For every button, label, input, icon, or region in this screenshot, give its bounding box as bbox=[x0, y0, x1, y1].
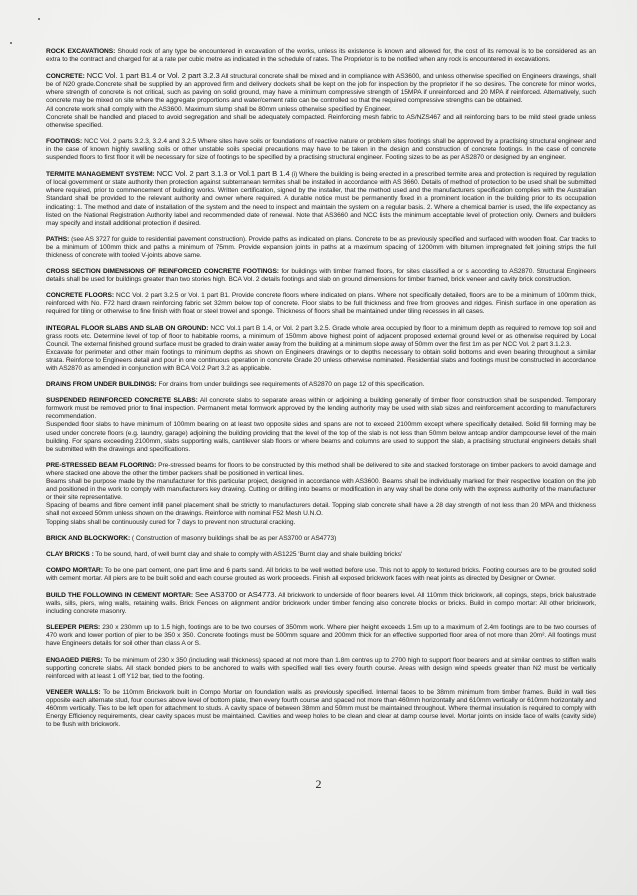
spec-section bbox=[46, 624, 596, 648]
section-paragraph bbox=[46, 689, 596, 729]
section-text: To be sound, hard, of well burnt clay and shale to comply with AS1225 'Burnt clay and shale building bricks' bbox=[95, 550, 403, 558]
section-text: Spacing of beams and fibre cement infill panel placement shall be strictly to manufacturers detail. Topping slab concrete shall have a 28 day strength of not less than 20 MPA and thickness shall not exceed 50mm unless shown on the drawings. Reinforce with nominal F52 Mesh U.N.O. bbox=[46, 502, 596, 518]
section-heading: BRICK AND BLOCKWORK: bbox=[46, 534, 131, 542]
section-text: All structural concrete shall be mixed and in compliance with AS3600, and unless otherwise specified on Engineers drawings, shall be of N20 grade.Concrete shall be supplied by an approved firm and delivery dockets shall be kept on the job for inspection by the proprietor if he so desires. The concrete for minor works, where strength of concrete is not critical, such as paving on solid ground, may have a minimum compressive strength of 15MPA if unreinforced and 20 MPA if reinforced. Alternatively, such concrete may be mixed on site where the aggregate proportions and water/cement ratio can be controlled so that the required compressive strengths can be obtained. bbox=[46, 73, 596, 105]
section-paragraph bbox=[46, 292, 596, 316]
section-text: NCC Vol. 2 parts 3.2.3, 3.2.4 and 3.2.5 Where sites have soils or foundations of reactive nature or problem sites footings shall be approved by a practising structural engineer and in the case of known highly swelling soils or other unstable soils special precautions may have to be taken in the design and construction of concrete footings. In the case of concrete suspended floors to first floor it will be necessary for size of footings to be specified by a practising structural engineer. Footing sizes to be as per AS2870 or designed by an engineer. bbox=[46, 137, 596, 162]
section-paragraph bbox=[46, 106, 596, 114]
spec-section bbox=[46, 689, 596, 729]
section-paragraph bbox=[46, 551, 596, 559]
section-paragraph bbox=[46, 349, 596, 373]
section-reference: NCC Vol. 2 part 3.1.3 or Vol.1 part B 1.4 bbox=[156, 169, 290, 179]
section-heading: CROSS SECTION DIMENSIONS OF REINFORCED CONCRETE FOOTINGS: bbox=[46, 268, 279, 276]
section-text: 230 x 230mm up to 1.5 high, footings are to be two courses of 350mm work. Where pier height exceeds 1.5m up to a maximum of 2.4m footings are to be two courses of 470 work and lower portion of pier to be 350 x 350. Concrete footings must be 500mm square and 200mm thick for an effective supported floor area of not more than 20m². All footings must have Engineers details for soil other than class A or S. bbox=[46, 624, 596, 648]
section-text: To be minimum of 230 x 350 (including wall thickness) spaced at not more than 1.8m centres up to 2700 high to support floor bearers and at similar centres to stiffen walls supporting concrete slabs. All stack bonded piers to be anchored to walls with specified wall ties every fourth course. Areas with design wind speeds greater than N2 must be vertically reinforced with at least 1 off Y12 bar, tied to the footing. bbox=[46, 656, 596, 680]
section-heading: SLEEPER PIERS: bbox=[46, 624, 101, 632]
section-heading: TERMITE MANAGEMENT SYSTEM: bbox=[46, 171, 155, 179]
section-text: (see AS 3727 for guide to residential pavement construction). Provide paths as indicated on plans. Concrete to be as previously specified and surfaced with wooden float. Car tracks to be a minimum of 100mm thick and paths a minimum of 75mm. Provide expansion joints in paths at a maximum spacing of 1200mm with bitumen impregnated felt joining strips the full thickness of concrete with tooled V-joints above same. bbox=[46, 235, 596, 259]
spec-section bbox=[46, 462, 596, 527]
section-paragraph bbox=[46, 268, 596, 284]
section-paragraph bbox=[46, 381, 596, 389]
spec-section bbox=[46, 268, 596, 284]
section-paragraph bbox=[46, 591, 596, 616]
section-heading: DRAINS FROM UNDER BUILDINGS: bbox=[46, 381, 157, 389]
spec-section bbox=[46, 535, 596, 543]
section-paragraph bbox=[46, 657, 596, 681]
section-paragraph bbox=[46, 397, 596, 421]
page-number: 2 bbox=[315, 777, 322, 792]
section-paragraph bbox=[46, 421, 596, 453]
section-paragraph bbox=[46, 478, 596, 502]
section-text: To be one part cement, one part lime and 6 parts sand. All bricks to be well wetted before use. This not to apply to textured bricks. Footing courses are to be grouted solid with cement mortar. All piers are to be built solid and each course grouted as work proceeds. Finish all exposed brickwork faces with neat joints as directed by Designer or Owner. bbox=[46, 566, 596, 582]
section-paragraph bbox=[46, 325, 596, 349]
section-text: NCC Vol. 2 part 3.2.5 or Vol. 1 part B1. Provide concrete floors where indicated on plans. Where not specifically detailed, floors are to be a minimum of 100mm thick, reinforced with No. F72 hard drawn reinforcing fabric set 32mm below top of concrete. Floor slabs to be full thickness and free from grooves and ridges. Finish surface in one operation as required for tiling or otherwise to fine finish with float or steel trowel and sponge. Thickness of floors shall be maintained under tiling recesses in all cases. bbox=[46, 292, 596, 316]
section-reference: See AS3700 or AS4773. bbox=[195, 589, 277, 599]
section-paragraph bbox=[46, 114, 596, 130]
section-text: Concrete shall be handled and placed to avoid segregation and shall be adequately compacted. Reinforcing mesh fabric to AS/NZS467 and all reinforcing bars to be mild steel grade unless otherwise specified. bbox=[46, 113, 596, 129]
section-paragraph bbox=[46, 567, 596, 583]
section-paragraph bbox=[46, 48, 596, 64]
section-heading: FOOTINGS: bbox=[46, 137, 83, 145]
spec-section bbox=[46, 170, 596, 228]
section-heading: ENGAGED PIERS: bbox=[46, 656, 103, 664]
section-heading: INTEGRAL FLOOR SLABS AND SLAB ON GROUND: bbox=[46, 324, 209, 332]
section-paragraph bbox=[46, 138, 596, 162]
section-text: Excavate for perimeter and other main footings to minimum depths as shown on Engineers drawings or to depths necessary to obtain solid bottoms and even bearing throughout a similar strata. Reinforce to Engineers detail and pour in one continuous operation in concrete Grade 20 unless otherwise nominated. Residential slabs and footings must be constructed in accordance with AS2870 as amended in conjunction with BCA Vol.2 Part 3.2 as applicable. bbox=[46, 348, 596, 372]
section-text: Topping slabs shall be continuously cured for 7 days to prevent non structural cracking. bbox=[46, 518, 296, 526]
section-heading: SUSPENDED REINFORCED CONCRETE SLABS: bbox=[46, 397, 198, 405]
spec-section bbox=[46, 381, 596, 389]
section-text: Should rock of any type be encountered in excavation of the works, unless its existence is known and allowed for, the cost of its removal is to be considered as an extra to the contract and charged for at a rate per cubic metre as indicated in the schedule of rates. The Proprietor is to be notified when any rock is encountered in excavations. bbox=[46, 48, 596, 64]
spec-section bbox=[46, 72, 596, 130]
spec-section bbox=[46, 397, 596, 454]
section-paragraph bbox=[46, 170, 596, 228]
section-text: For drains from under buildings see requirements of AS2870 on page 12 of this specification. bbox=[158, 381, 425, 389]
specification-body bbox=[46, 48, 596, 729]
section-text: All brickwork to underside of floor bearers level. All 110mm thick brickwork, all copings, steps, brick balustrade walls, sills, piers, wing walls, retaining walls. Brick Fences on alignment and/or brickwork under timber fencing also concrete blocks or bricks. Build in compo mortar: All other brickwork, including concrete masonry. bbox=[46, 591, 596, 616]
section-text: All concrete work shall comply with the AS3600. Maximum slump shall be 80mm unless otherwise specified by Engineer. bbox=[46, 105, 392, 113]
section-text: (i) Where the building is being erected in a prescribed termite area and protection is required by regulation of local government or state authority then protection against subterranean termites shall be installed in accordance with AS 3660. Details of method of protection to be used shall be submitted where required, prior to commencement of building works. Written certification, signed by the installer, that the method used and the manufacturers specification complies with the Australian Standard shall be provided to the relevant authority and owner where required. A durable notice must be permanently fixed in a prominent location in the building prior to its occupation indicating: 1. The method and date of installation of the system and the need to inspect and maintain the system on a regular basis. 2. Where a chemical barrier is used, the life expectancy as listed on the National Registration Authority label and recommended date of renewal. Note that AS3660 and NCC lists the minimum acceptable level of protection only. Owners and builders may specify and install additional protection if desired. bbox=[46, 171, 596, 227]
section-paragraph bbox=[46, 535, 596, 543]
section-heading: COMPO MORTAR: bbox=[46, 566, 103, 574]
spec-section bbox=[46, 551, 596, 559]
section-text: Beams shall be purpose made by the manufacturer for this particular project, designed in accordance with AS3600. Beams shall be individually marked for their respective location on the job and positioned in the work to comply with manufacturers key drawing. Cutting or drilling into beams or modification in any way shall be done only with the express authority of the manufacturer or their site representative. bbox=[46, 478, 596, 502]
section-text: Pre-stressed beams for floors to be constructed by this method shall be delivered to site and stacked forstorage on timber packers to avoid damage and where stacked one above the other the timber packers shall be positioned in vertical lines. bbox=[46, 461, 596, 477]
section-heading: CONCRETE: bbox=[46, 73, 85, 81]
section-paragraph bbox=[46, 462, 596, 478]
section-paragraph bbox=[46, 502, 596, 518]
section-paragraph bbox=[46, 72, 596, 105]
section-paragraph bbox=[46, 236, 596, 260]
scan-speck bbox=[38, 18, 40, 20]
section-heading: PATHS: bbox=[46, 235, 70, 243]
spec-section bbox=[46, 567, 596, 583]
section-text: ( Construction of masonry buildings shall be as per AS3700 or AS4773) bbox=[131, 534, 337, 542]
spec-section bbox=[46, 591, 596, 616]
section-text: NCC Vol.1 part B 1.4, or Vol. 2 part 3.2.5. Grade whole area occupied by floor to a minimum depth as required to remove top soil and grass roots etc. Determine level of top of floor to habitable rooms, a minimum of 150mm above highest point of adjacent proposed external ground level or as otherwise required by Local Council. The external finished ground surface must be graded to drain water away from the building at a minimum slope away of 50mm over the first 1m as per NCC Vol. 2 part 3.1.2.3. bbox=[46, 324, 596, 348]
section-reference: NCC Vol. 1 part B1.4 or Vol. 2 part 3.2.3 bbox=[86, 71, 220, 81]
section-heading: CONCRETE FLOORS: bbox=[46, 292, 114, 300]
section-text: All concrete slabs to separate areas within or adjoining a building generally of timber floor construction shall be suspended. Temporary formwork must be removed prior to final inspection. Permanent metal formwork approved by the lending authority may be used with slab sizes and reinforcement according to manufacturers recommendation. bbox=[46, 397, 596, 421]
spec-section bbox=[46, 48, 596, 64]
spec-section bbox=[46, 292, 596, 316]
section-heading: BUILD THE FOLLOWING IN CEMENT MORTAR: bbox=[46, 591, 194, 599]
spec-section bbox=[46, 236, 596, 260]
spec-section bbox=[46, 138, 596, 162]
section-paragraph bbox=[46, 519, 596, 527]
section-paragraph bbox=[46, 624, 596, 648]
section-heading: PRE-STRESSED BEAM FLOORING: bbox=[46, 461, 157, 469]
spec-section bbox=[46, 325, 596, 374]
section-heading: VENEER WALLS: bbox=[46, 688, 101, 696]
scan-speck bbox=[10, 42, 12, 44]
section-text: for buildings with timber framed floors, for sites classified a or s according to AS2870. Structural Engineers details shall be used for buildings greater than two stories high. BCA Vol. 2 details footings and slab on ground dimensions for timber framed, brick veneer and cavity brick construction. bbox=[46, 268, 596, 284]
section-text: To be 110mm Brickwork built in Compo Mortar on foundation walls as previously specified. Internal faces to be 38mm minimum from timber frames. Build in wall ties opposite each alternate stud, four courses above level of bottom plate, then every fourth course and spaced not more than 460mm horizontally and 610mm vertically or 610mm horizontally and 460mm vertically. Ties to be left open for attachment to studs. A cavity space of between 38mm and 50mm must be maintained throughout. Where thermal insulation is required to comply with Energy Efficiency requirements, clear cavity spaces must be maintained. Cavities and weep holes to be clean and clear at damp course level. Mortar joints on inside face of walls (cavity side) to be flush with brickwork. bbox=[46, 688, 596, 729]
spec-section bbox=[46, 657, 596, 681]
section-text: Suspended floor slabs to have minimum of 100mm bearing on at least two opposite sides and spans are not to exceed 2100mm except where specifically detailed. Solid fill forming may be used under concrete floors (e.g. laundry, garage) adjoining the building providing that the level of the top of the slab is not less than 50mm below antcap and/or dampcourse level of the main building. For spans exceeding 2100mm, slabs supporting walls, cantilever slab floors or where beams and columns are used to support the slab, a practising structural engineers details shall be submitted with the drawings and specifications. bbox=[46, 421, 596, 453]
section-heading: ROCK EXCAVATIONS: bbox=[46, 48, 116, 55]
section-heading: CLAY BRICKS : bbox=[46, 550, 94, 558]
